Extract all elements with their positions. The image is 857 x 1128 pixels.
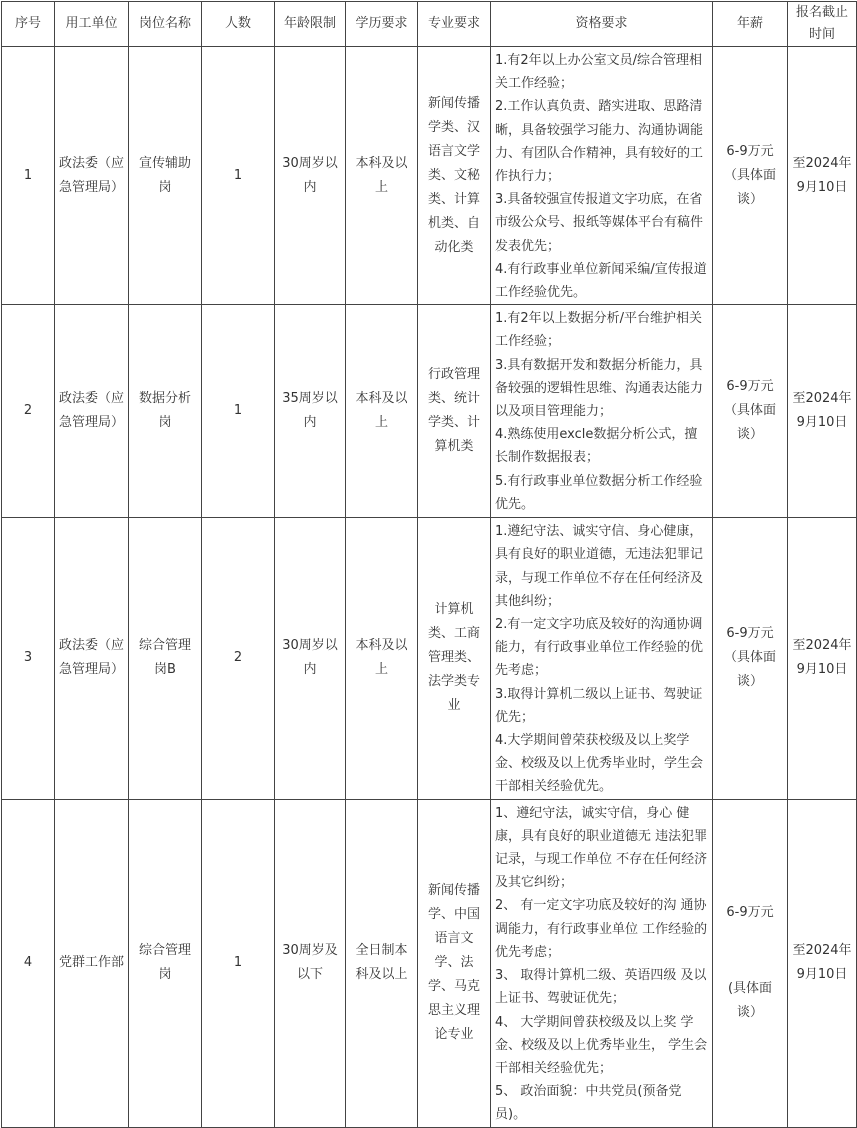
requirement-item: 3.具备较强宣传报道文字功底，在省市级公众号、报纸等媒体平台有稿件发表优先；: [495, 192, 704, 254]
cell-salary: [713, 799, 788, 1127]
cell-major: 行政管理类、统计学类、计算机类: [418, 305, 491, 518]
cell-unit: 政法委（应急管理局）: [55, 305, 129, 518]
salary-gap: [717, 925, 783, 977]
cell-requirements: [491, 799, 713, 1127]
table-row: [2, 799, 857, 1127]
cell-education: 本科及以上: [346, 518, 418, 799]
cell-no: 3: [2, 518, 55, 799]
cell-count: 1: [202, 799, 275, 1127]
cell-position: 综合管理岗: [129, 799, 202, 1127]
cell-count: 1: [202, 47, 275, 305]
cell-salary: 6-9万元（具体面谈）: [713, 305, 788, 518]
requirement-item: 2、 有一定文字功底及较好的沟 通协调能力，有行政事业单位 工作经验的优先考虑；: [495, 898, 708, 960]
job-table: [1, 1, 857, 1128]
cell-requirements: [491, 47, 713, 305]
cell-position: 综合管理岗B: [129, 518, 202, 799]
header-no: 序号: [2, 2, 55, 47]
cell-deadline: 至2024年9月10日: [788, 47, 857, 305]
cell-age: 30周岁以内: [275, 518, 346, 799]
cell-education: 本科及以上: [346, 305, 418, 518]
cell-deadline: 至2024年9月10日: [788, 799, 857, 1127]
cell-deadline: 至2024年9月10日: [788, 305, 857, 518]
cell-requirements: [491, 518, 713, 799]
requirement-item: 1、遵纪守法，诚实守信，身心 健康，具有良好的职业道德无 违法犯罪记录，与现工作单位 不存在任何经济及其它纠纷；: [495, 805, 708, 891]
cell-count: 1: [202, 305, 275, 518]
cell-position: 宣传辅助岗: [129, 47, 202, 305]
cell-age: 35周岁以内: [275, 305, 346, 518]
header-count: 人数: [202, 2, 275, 47]
cell-age: 30周岁以内: [275, 47, 346, 305]
header-unit: 用工单位: [55, 2, 129, 47]
cell-unit: 政法委（应急管理局）: [55, 47, 129, 305]
cell-unit: 政法委（应急管理局）: [55, 518, 129, 799]
requirement-item: 1.有2年以上办公室文员/综合管理相关工作经验；: [495, 53, 703, 92]
cell-no: 2: [2, 305, 55, 518]
salary-line: 6-9万元: [726, 905, 774, 921]
cell-education: 全日制本科及以上: [346, 799, 418, 1127]
requirement-item: 5.有行政事业单位数据分析工作经验优先。: [495, 473, 703, 512]
cell-salary: 6-9万元（具体面谈）: [713, 518, 788, 799]
header-requirements: 资格要求: [491, 2, 713, 47]
header-position: 岗位名称: [129, 2, 202, 47]
requirement-item: 3、 取得计算机二级、英语四级 及以上证书、驾驶证优先；: [495, 968, 707, 1007]
cell-major: 计算机类、工商管理类、法学类专业: [418, 518, 491, 799]
salary-line: 谈）: [736, 1005, 763, 1021]
header-age: 年龄限制: [275, 2, 346, 47]
header-row: [2, 2, 857, 47]
cell-deadline: 至2024年9月10日: [788, 518, 857, 799]
header-deadline: 报名截止时间: [788, 2, 857, 47]
cell-major: 新闻传播学类、汉语言文学类、文秘类、计算机类、自动化类: [418, 47, 491, 305]
cell-requirements: [491, 305, 713, 518]
table-row: [2, 518, 857, 799]
cell-no: 1: [2, 47, 55, 305]
salary-line: (具体面: [727, 981, 773, 997]
requirement-item: 1.有2年以上数据分析/平台维护相关工作经验；: [495, 311, 703, 350]
requirement-item: 3.具有数据开发和数据分析能力，具备较强的逻辑性思维、沟通表达能力以及项目管理能力；: [495, 357, 704, 420]
cell-unit: 党群工作部: [55, 799, 129, 1127]
cell-age: 30周岁及以下: [275, 799, 346, 1127]
cell-position: 数据分析岗: [129, 305, 202, 518]
header-major: 专业要求: [418, 2, 491, 47]
requirement-item: 4.熟练使用excle数据分析公式，擅长制作数据报表；: [495, 427, 698, 466]
header-salary: 年薪: [713, 2, 788, 47]
header-education: 学历要求: [346, 2, 418, 47]
cell-major: 新闻传播学、中国语言文学、法学、马克思主义理论专业: [418, 799, 491, 1127]
cell-education: 本科及以上: [346, 47, 418, 305]
cell-salary: 6-9万元（具体面谈）: [713, 47, 788, 305]
requirement-item: 2.工作认真负责、踏实进取、思路清晰，具备较强学习能力、沟通协调能力、有团队合作精神，具有较好的工作执行力；: [495, 99, 704, 185]
cell-no: 4: [2, 799, 55, 1127]
table-row: [2, 47, 857, 305]
requirement-item: 2.有一定文字功底及较好的沟通协调能力，有行政事业单位工作经验的优先考虑；: [495, 617, 704, 679]
requirement-item: 3.取得计算机二级以上证书、驾驶证优先；: [495, 686, 703, 725]
requirement-item: 4.大学期间曾荣获校级及以上奖学金、校级及以上优秀毕业时，学生会干部相关经验优先。: [495, 733, 704, 795]
requirement-item: 4、 大学期间曾获校级及以上奖 学金、校级及以上优秀毕业生， 学生会干部相关经验优先；: [495, 1014, 708, 1076]
requirement-item: 4.有行政事业单位新闻采编/宣传报道工作经验优先。: [495, 261, 707, 301]
requirement-item: 1.遵纪守法、诚实守信、身心健康，具有良好的职业道德，无违法犯罪记录，与现工作单位不存在任何经济及其他纠纷；: [495, 524, 704, 609]
table-row: [2, 305, 857, 518]
requirement-item: 5、 政治面貌：中共党员(预备党员)。: [495, 1084, 682, 1123]
cell-count: 2: [202, 518, 275, 799]
